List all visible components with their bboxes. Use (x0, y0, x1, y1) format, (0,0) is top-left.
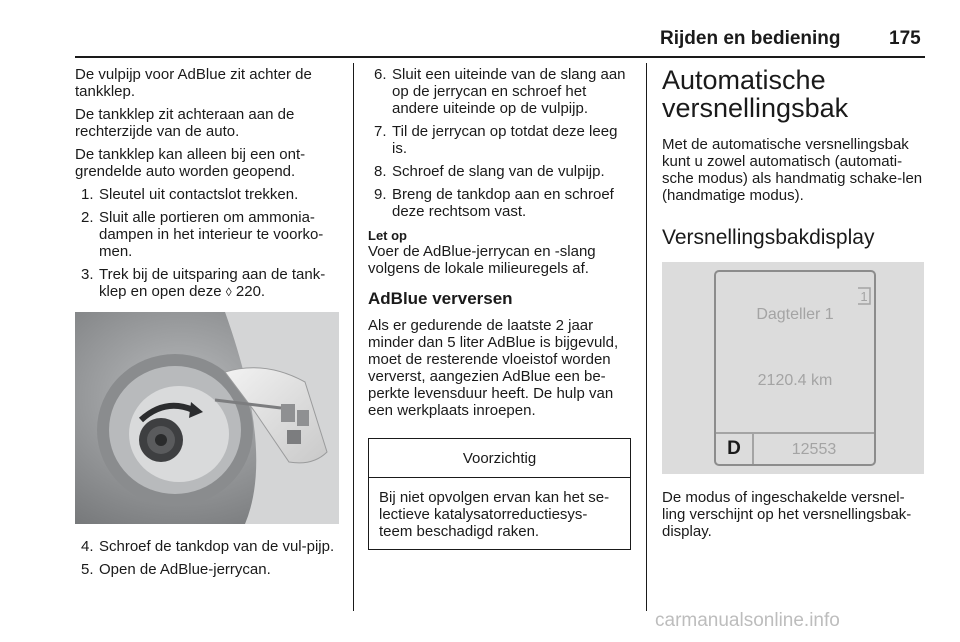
column-2 (368, 66, 634, 425)
paragraph: De tankklep zit achteraan aan de rechterzijde van de auto. (75, 106, 295, 140)
step-8 (368, 163, 634, 180)
adblue-filler-photo (75, 312, 339, 524)
odometer-value: 12553 (791, 441, 837, 458)
column-divider-1 (353, 63, 354, 611)
step-text: Sluit alle portieren om ammonia-dampen in het interieur te voorko-men. (99, 209, 324, 260)
column-1 (75, 66, 343, 307)
paragraph: Met de automatische versnellingsbak kunt u zowel automatisch (automati-sche modus) als handmatig schake-len (handmatige modus). (662, 136, 923, 204)
step-number: 2. (81, 209, 94, 226)
trip-icon-number: 1 (860, 289, 868, 304)
display-screen (714, 270, 876, 466)
column-3 (662, 66, 926, 250)
display-caption: De modus of ingeschakelde versnel-ling verschijnt op het versnellingsbak-display. (662, 489, 912, 540)
column-3-caption (662, 489, 926, 546)
caution-text: Bij niet opvolgen ervan kan het se-lectieve katalysatorreductiesys-teem beschadigd raken. (379, 489, 610, 540)
step-number: 6. (374, 66, 387, 83)
caution-box (368, 438, 631, 550)
caution-title: Voorzichtig (369, 439, 630, 478)
step-text: Schroef de tankdop van de vul-pijp. (99, 538, 335, 555)
step-number: 8. (374, 163, 387, 180)
step-2 (75, 209, 343, 260)
step-9 (368, 186, 634, 220)
chapter-heading: Automatische versnellingsbak (662, 65, 849, 123)
watermark: carmanualsonline.info (655, 610, 840, 631)
step-text: Open de AdBlue-jerrycan. (99, 561, 271, 578)
display-divider (716, 432, 874, 434)
step-number: 4. (81, 538, 94, 555)
step-4 (75, 538, 343, 555)
column-1-bottom (75, 538, 343, 584)
step-1 (75, 186, 343, 203)
step-number: 1. (81, 186, 94, 203)
step-7 (368, 123, 634, 157)
step-text: Til de jerrycan op totdat deze leeg is. (392, 123, 618, 157)
step-text: Sleutel uit contactslot trekken. (99, 186, 299, 203)
paragraph: Als er gedurende de laatste 2 jaar minder dan 5 liter AdBlue is bijgevuld, moet de resterende vloeistof worden ververst, aangezien AdBlue een be-perkte levensduur heeft. De hulp van een werkplaats inroepen. (368, 317, 619, 419)
gear-indicator: D (727, 438, 741, 459)
gearbox-display-illustration (662, 262, 924, 474)
running-header: Rijden en bediening (660, 28, 841, 49)
step-number: 7. (374, 123, 387, 140)
step-6 (368, 66, 634, 117)
page-ref-arrow-icon: ◊ (225, 285, 232, 299)
section-heading-adblue-refresh: AdBlue verversen (368, 289, 513, 308)
step-number: 5. (81, 561, 94, 578)
step-number: 9. (374, 186, 387, 203)
note-title: Let op (368, 228, 407, 243)
step-text: Breng de tankdop aan en schroef deze rechtsom vast. (392, 186, 614, 220)
step-5 (75, 561, 343, 578)
note-text: Voer de AdBlue-jerrycan en -slang volgens de lokale milieuregels af. (368, 243, 596, 277)
paragraph: De vulpijp voor AdBlue zit achter de tankklep. (75, 66, 312, 100)
column-divider-2 (646, 63, 647, 611)
trip-counter-icon (856, 286, 872, 306)
step-text: Sluit een uiteinde van de slang aan op de jerrycan en schroef het andere uiteinde op de vulpijp. (392, 66, 626, 117)
trip-value: 2120.4 km (757, 372, 833, 389)
step-3 (75, 266, 343, 301)
filler-flap-illustration (75, 312, 339, 524)
header-rule (75, 56, 925, 58)
step-number: 3. (81, 266, 94, 283)
step-text: Schroef de slang van de vulpijp. (392, 163, 605, 180)
paragraph: De tankklep kan alleen bij een ont-grendelde auto worden geopend. (75, 146, 306, 180)
page-ref-link[interactable]: 220. (235, 283, 266, 300)
step-text: Trek bij de uitsparing aan de tank-klep en open deze (99, 266, 326, 300)
trip-label: Dagteller 1 (756, 306, 834, 323)
page-number: 175 (889, 28, 921, 49)
section-heading-display: Versnellingsbakdisplay (662, 226, 875, 249)
